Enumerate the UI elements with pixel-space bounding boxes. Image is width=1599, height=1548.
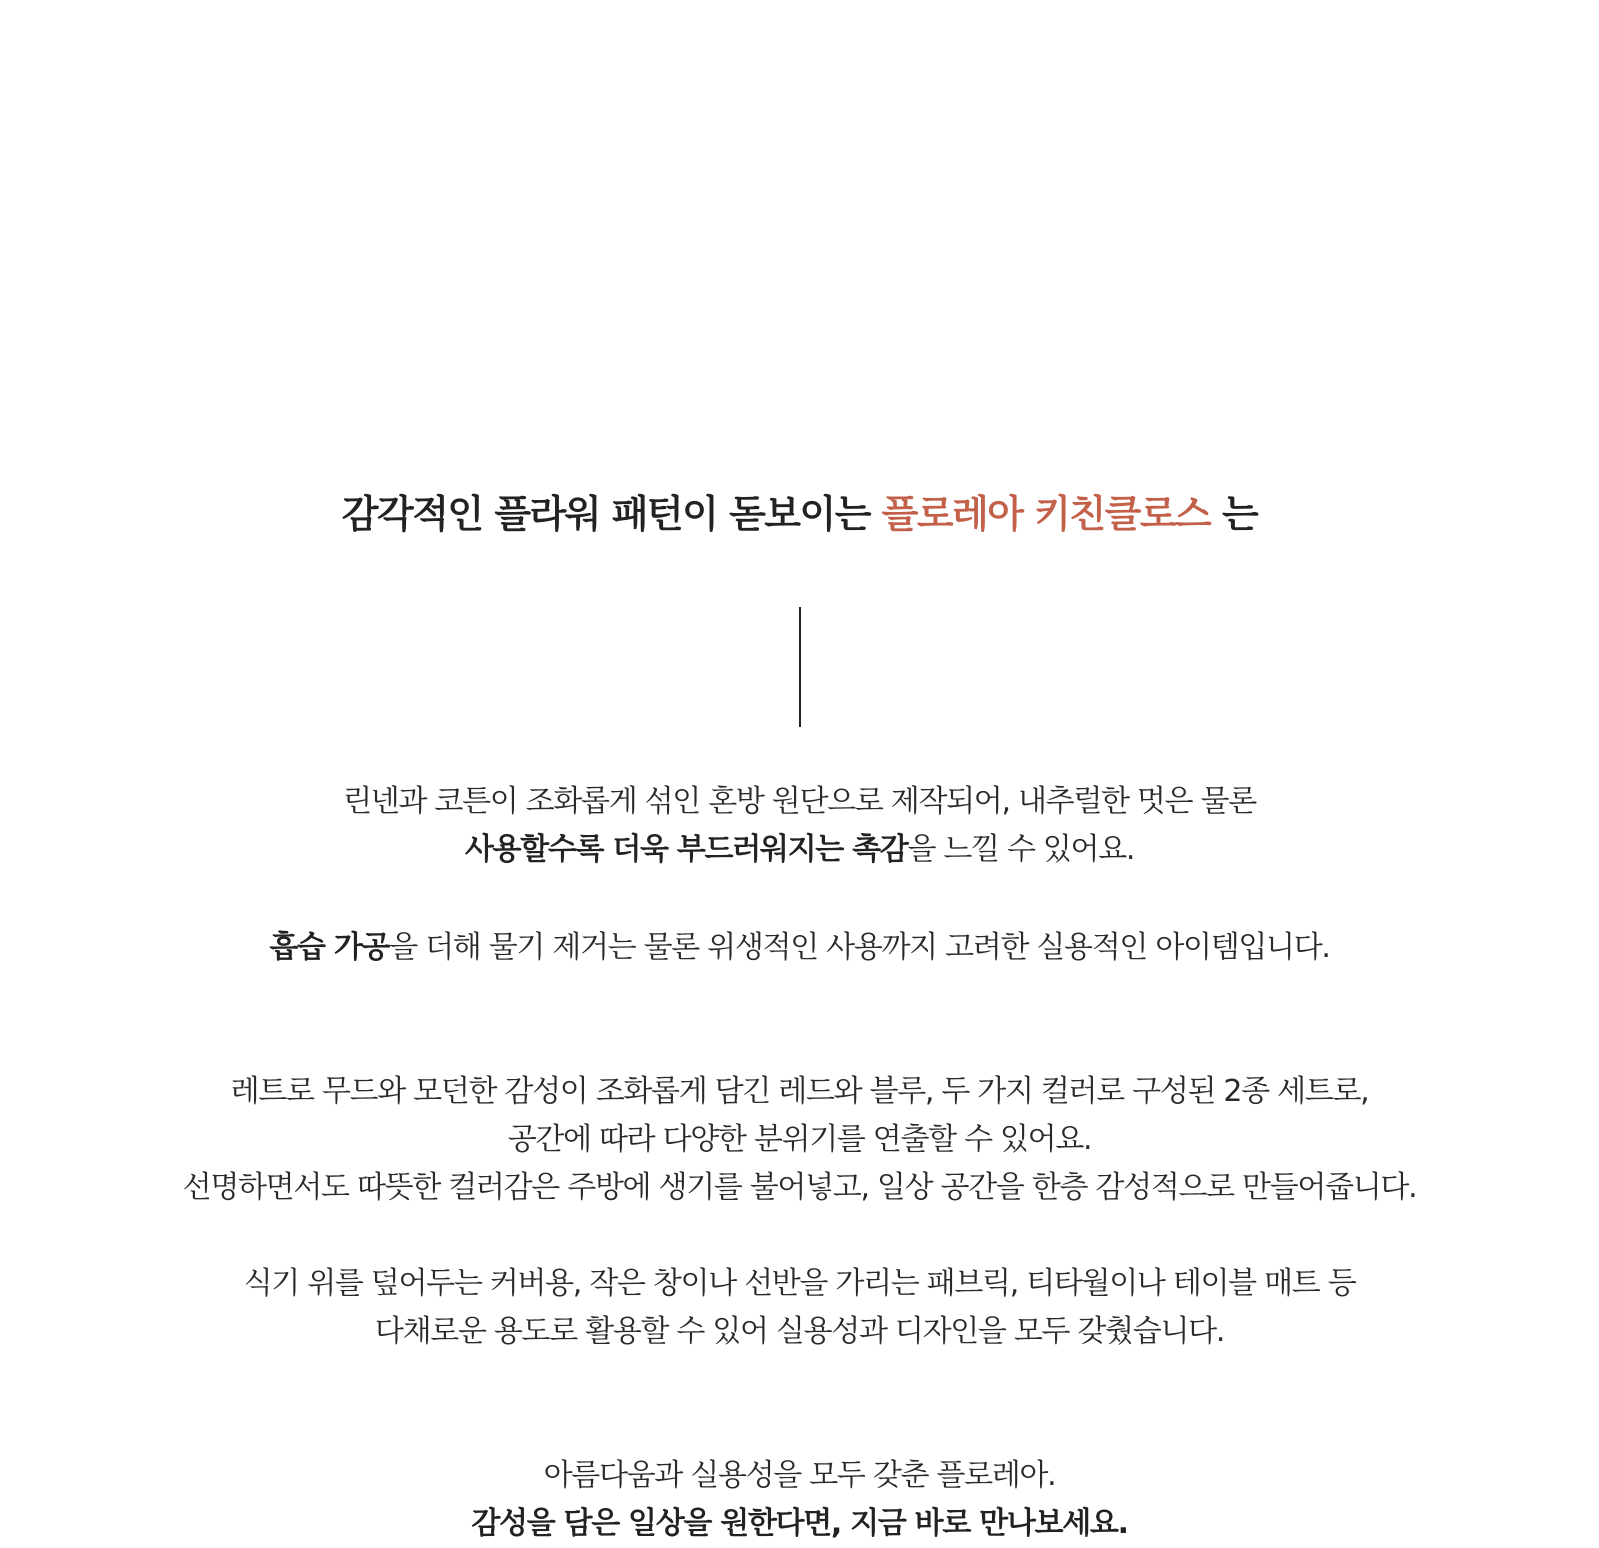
description-absorbency [0,924,1599,972]
description-line [0,924,1599,972]
description-line: 다채로운 용도로 활용할 수 있어 실용성과 디자인을 모두 갖췄습니다. [374,1314,1225,1349]
description-colors [0,1068,1599,1212]
headline-text: 감각적인 플라워 패턴이 돋보이는 [341,492,882,536]
headline [0,488,1599,540]
highlight-text: 사용할수록 더욱 부드러워지는 촉감 [464,832,908,867]
description-line: 식기 위를 덮어두는 커버용, 작은 창이나 선반을 가리는 패브릭, 티타월이나 테이블 매트 등 [243,1266,1356,1301]
closing-message [0,1452,1599,1548]
highlight-text: 흡습 가공 [269,930,390,965]
description-line: 린넨과 코튼이 조화롭게 섞인 혼방 원단으로 제작되어, 내추럴한 멋은 물론 [343,784,1256,819]
closing-line: 아름다움과 실용성을 모두 갖춘 플로레아. [543,1458,1056,1493]
description-usage [0,1260,1599,1356]
headline-suffix: 는 [1210,492,1258,536]
closing-line-bold [0,1500,1599,1548]
description-line: 선명하면서도 따뜻한 컬러감은 주방에 생기를 불어넣고, 일상 공간을 한층 감성적으로 만들어줍니다. [182,1170,1417,1205]
description-line: 레트로 무드와 모던한 감성이 조화롭게 담긴 레드와 블루, 두 가지 컬러로 구성된 2종 세트로, [230,1074,1369,1109]
description-line [0,826,1599,874]
description-fabric [0,778,1599,874]
headline-product-name: 플로레아 키친클로스 [881,492,1211,536]
description-text: 을 더해 물기 제거는 물론 위생적인 사용까지 고려한 실용적인 아이템입니다. [389,930,1330,965]
description-text: 을 느낄 수 있어요. [907,832,1135,867]
highlight-text: 감성을 담은 일상을 원한다면, 지금 바로 만나보세요. [471,1506,1128,1541]
description-line: 공간에 따라 다양한 분위기를 연출할 수 있어요. [507,1122,1092,1157]
vertical-divider [799,607,801,727]
